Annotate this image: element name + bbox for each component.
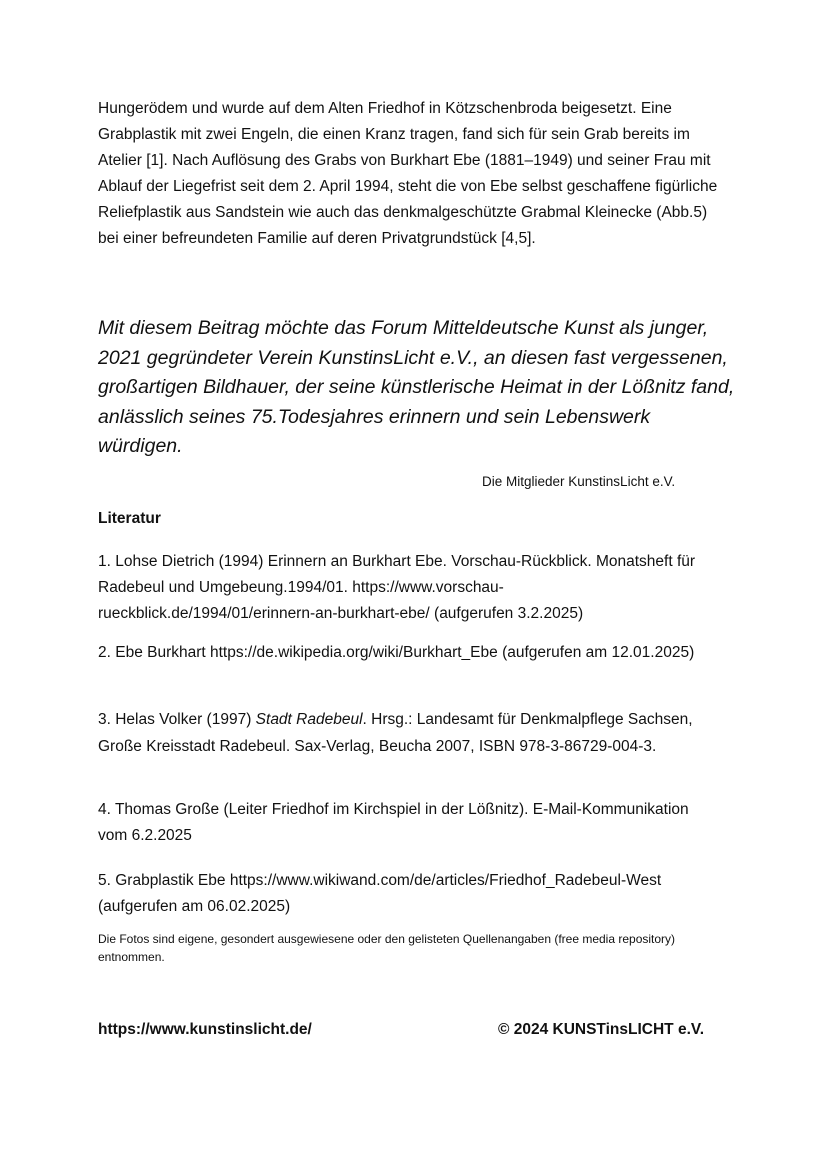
reference-item <box>98 706 718 760</box>
photo-credit-note: Die Fotos sind eigene, gesondert ausgewiesene oder den gelisteten Quellenangaben (free media repository) entnommen. <box>98 932 676 964</box>
footer-copyright: © 2024 KUNSTinsLICHT e.V. <box>498 1021 705 1038</box>
footer-website-url[interactable]: https://www.kunstinslicht.de/ <box>98 1021 312 1038</box>
reference-item: 1. Lohse Dietrich (1994) Erinnern an Burkhart Ebe. Vorschau-Rückblick. Monatsheft für Radebeul und Umgebeung.1994/01. https://www.vorschau-rueckblick.de/1994/01/erinnern-an-burkhart-ebe/ (aufgerufen 3.2.2025) <box>98 553 696 622</box>
quote-signature: Die Mitglieder KunstinsLicht e.V. <box>482 474 676 489</box>
reference-item: 5. Grabplastik Ebe https://www.wikiwand.com/de/articles/Friedhof_Radebeul-West (aufgerufen am 06.02.2025) <box>98 872 662 915</box>
reference-prefix: 3. Helas Volker (1997) <box>98 711 256 728</box>
reference-item: 4. Thomas Große (Leiter Friedhof im Kirchspiel in der Lößnitz). E-Mail-Kommunikation vom 6.2.2025 <box>98 801 689 844</box>
intro-paragraph: Hungerödem und wurde auf dem Alten Friedhof in Kötzschenbroda beigesetzt. Eine Grabplastik mit zwei Engeln, die einen Kranz tragen, fand sich für sein Grab bereits im Atelier [1]. Nach Auflösung des Grabs von Burkhart Ebe (1881–1949) und seiner Frau mit Ablauf der Liegefrist seit dem 2. April 1994, steht die von Ebe selbst geschaffene figürliche Reliefplastik aus Sandstein wie auch das denkmalgeschützte Grabmal Kleinecke (Abb.5) bei einer befreundeten Familie auf deren Privatgrundstück [4,5]. <box>98 100 718 247</box>
tribute-quote: Mit diesem Beitrag möchte das Forum Mitteldeutsche Kunst als junger, 2021 gegründeter Verein KunstinsLicht e.V., an diesen fast vergessenen, großartigen Bildhauer, der seine künstlerische Heimat in der Lößnitz fand, anlässlich seines 75.Todesjahres erinnern und sein Lebenswerk würdigen. <box>98 317 735 457</box>
literature-heading: Literatur <box>98 510 161 527</box>
reference-suffix: . Hrsg.: Landesamt für Denkmalpflege Sachsen, Große Kreisstadt Radebeul. Sax-Verlag, Beucha 2007, ISBN 978-3-86729-004-3. <box>98 711 693 755</box>
reference-title: Stadt Radebeul <box>255 711 363 728</box>
reference-item: 2. Ebe Burkhart https://de.wikipedia.org/wiki/Burkhart_Ebe (aufgerufen am 12.01.2025) <box>98 644 695 661</box>
